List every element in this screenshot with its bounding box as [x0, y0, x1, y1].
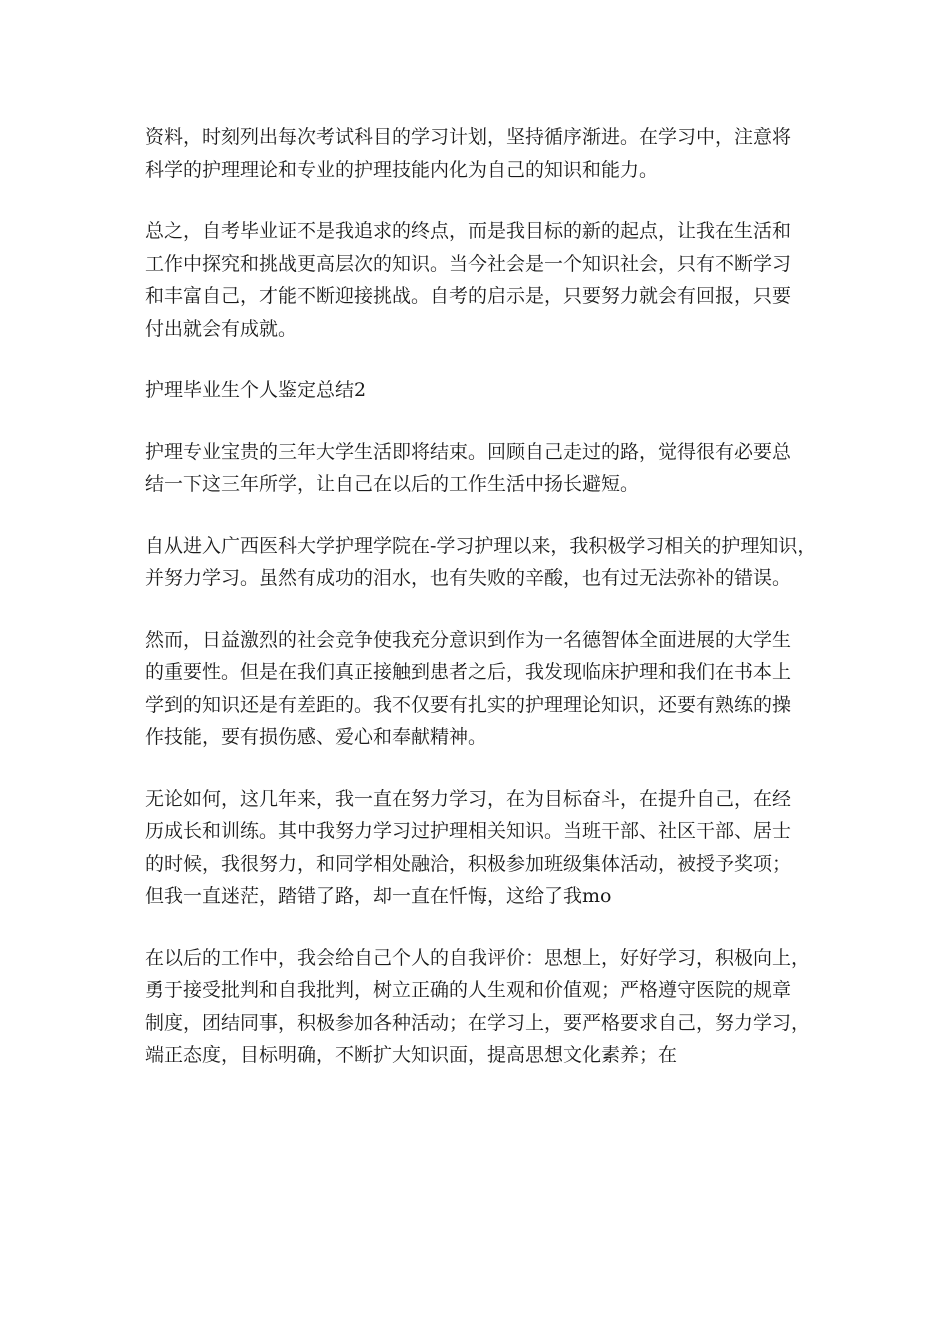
text-line: 护理专业宝贵的三年大学生活即将结束。回顾自己走过的路，觉得很有必要总: [145, 440, 792, 463]
paragraph-school: [145, 530, 815, 595]
text-line: 勇于接受批判和自我批判，树立正确的人生观和价值观；严格遵守医院的规章: [145, 979, 792, 1001]
text-line: 的时候，我很努力，和同学相处融洽，积极参加班级集体活动，被授予奖项；: [145, 852, 792, 875]
paragraph-intro: [145, 436, 815, 501]
text-line: 和丰富自己，才能不断迎接挑战。自考的启示是，只要努力就会有回报，只要: [145, 285, 792, 307]
text-line: 但我一直迷茫，踏错了路，却一直在忏悔，这给了我mo: [145, 885, 612, 907]
text-line: 工作中探究和挑战更高层次的知识。当今社会是一个知识社会，只有不断学习: [145, 252, 792, 275]
text-line: 资料，时刻列出每次考试科目的学习计划，坚持循序渐进。在学习中，注意将: [145, 126, 792, 148]
section-title: 护理毕业生个人鉴定总结2: [145, 379, 367, 401]
text-line: 并努力学习。虽然有成功的泪水，也有失败的辛酸，也有过无法弥补的错误。: [145, 567, 792, 589]
text-line: 自从进入广西医科大学护理学院在-学习护理以来，我积极学习相关的护理知识，: [145, 534, 817, 557]
text-line: 无论如何，这几年来，我一直在努力学习，在为目标奋斗，在提升自己，在经: [145, 787, 792, 810]
paragraph-self-evaluation: [145, 942, 815, 1072]
text-line: 学到的知识还是有差距的。我不仅要有扎实的护理理论知识，还要有熟练的操: [145, 693, 792, 716]
text-line: 作技能，要有损伤感、爱心和奉献精神。: [145, 726, 488, 748]
text-line: 端正态度，目标明确，不断扩大知识面，提高思想文化素养；在: [145, 1044, 678, 1066]
paragraph-conclusion: [145, 215, 815, 345]
text-line: 历成长和训练。其中我努力学习过护理相关知识。当班干部、社区干部、居士: [145, 820, 792, 842]
text-line: 的重要性。但是在我们真正接触到患者之后，我发现临床护理和我们在书本上: [145, 661, 792, 683]
document-body: [145, 121, 815, 1101]
paragraph-competition: [145, 624, 815, 754]
text-line: 制度，团结同事，积极参加各种活动；在学习上，要严格要求自己，努力学习，: [145, 1011, 811, 1034]
text-line: 结一下这三年所学，让自己在以后的工作生活中扬长避短。: [145, 473, 640, 495]
text-line: 付出就会有成就。: [145, 317, 298, 340]
section-heading: [145, 374, 815, 407]
text-line: 然而，日益激烈的社会竞争使我充分意识到作为一名德智体全面进展的大学生: [145, 628, 792, 651]
paragraph-growth: [145, 783, 815, 913]
paragraph-study-plan: [145, 121, 815, 186]
text-line: 总之，自考毕业证不是我追求的终点，而是我目标的新的起点，让我在生活和: [145, 220, 792, 242]
text-line: 科学的护理理论和专业的护理技能内化为自己的知识和能力。: [145, 158, 659, 181]
text-line: 在以后的工作中，我会给自己个人的自我评价：思想上，好好学习，积极向上，: [145, 946, 811, 969]
